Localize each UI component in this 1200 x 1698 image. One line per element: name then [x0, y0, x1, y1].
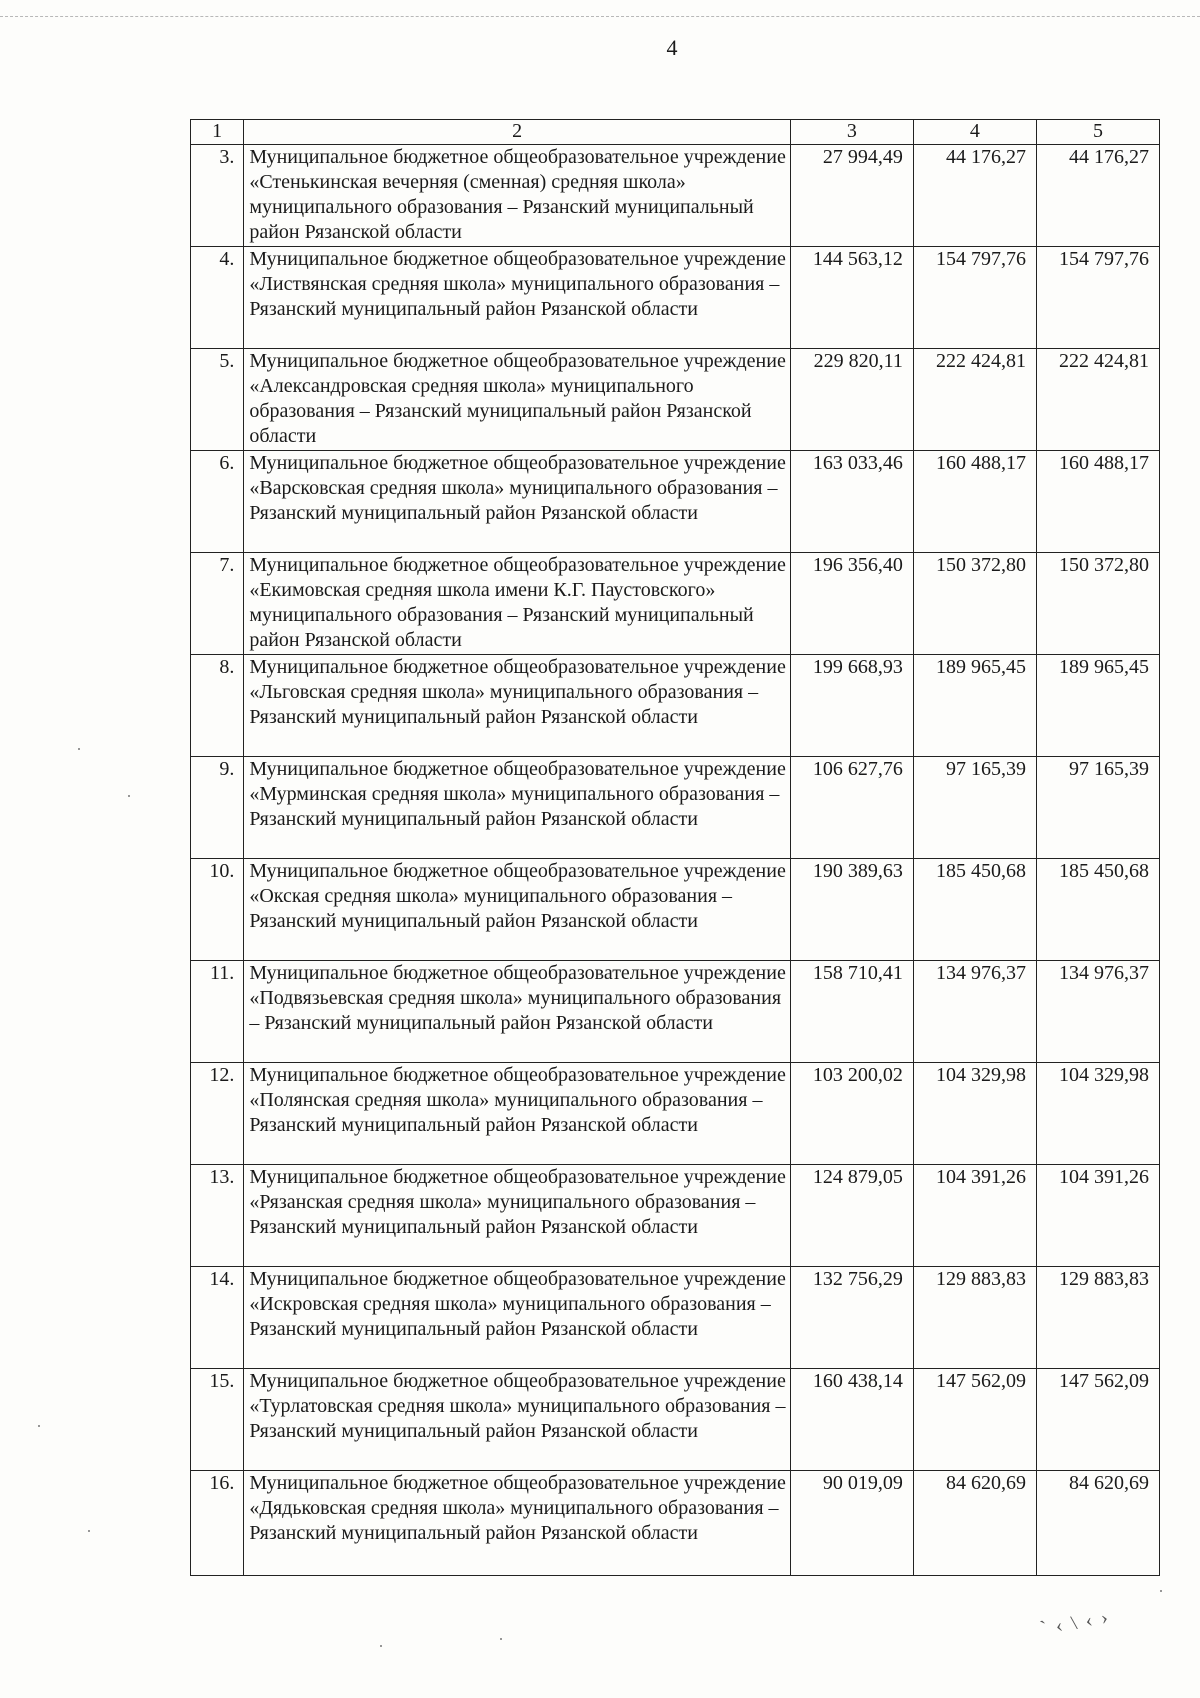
value-col-3: 229 820,11: [790, 349, 913, 451]
value-col-5: 129 883,83: [1036, 1267, 1159, 1369]
row-number: 9.: [191, 757, 244, 859]
table-row: [191, 1267, 1160, 1369]
value-col-4: 134 976,37: [913, 961, 1036, 1063]
row-number: 3.: [191, 145, 244, 247]
value-col-4: 104 329,98: [913, 1063, 1036, 1165]
value-col-5: 84 620,69: [1036, 1471, 1159, 1576]
institution-name: Муниципальное бюджетное общеобразовательное учреждение «Листвянская средняя школа» муниципального образования – Рязанский муниципальный район Рязанской области: [244, 247, 791, 349]
table-row: [191, 1165, 1160, 1267]
row-number: 13.: [191, 1165, 244, 1267]
value-col-4: 154 797,76: [913, 247, 1036, 349]
header-cell-1: 1: [191, 120, 244, 145]
value-col-3: 158 710,41: [790, 961, 913, 1063]
institution-name: Муниципальное бюджетное общеобразовательное учреждение «Льговская средняя школа» муниципального образования – Рязанский муниципальный район Рязанской области: [244, 655, 791, 757]
institution-name: Муниципальное бюджетное общеобразовательное учреждение «Рязанская средняя школа» муниципального образования – Рязанский муниципальный район Рязанской области: [244, 1165, 791, 1267]
header-cell-2: 2: [244, 120, 791, 145]
institution-name: Муниципальное бюджетное общеобразовательное учреждение «Турлатовская средняя школа» муниципального образования – Рязанский муниципальный район Рязанской области: [244, 1369, 791, 1471]
institution-name: Муниципальное бюджетное общеобразовательное учреждение «Екимовская средняя школа имени К.Г. Паустовского» муниципального образования – Рязанский муниципальный район Рязанской области: [244, 553, 791, 655]
table-row: [191, 655, 1160, 757]
table-row: [191, 553, 1160, 655]
institution-name: Муниципальное бюджетное общеобразовательное учреждение «Подвязьевская средняя школа» муниципального образования – Рязанский муниципальный район Рязанской области: [244, 961, 791, 1063]
value-col-5: 44 176,27: [1036, 145, 1159, 247]
institution-name: Муниципальное бюджетное общеобразовательное учреждение «Окская средняя школа» муниципального образования – Рязанский муниципальный район Рязанской области: [244, 859, 791, 961]
page-number: 4: [666, 35, 678, 60]
value-col-3: 190 389,63: [790, 859, 913, 961]
scan-speck: [38, 1425, 40, 1427]
value-col-4: 160 488,17: [913, 451, 1036, 553]
value-col-3: 103 200,02: [790, 1063, 913, 1165]
value-col-4: 84 620,69: [913, 1471, 1036, 1576]
value-col-5: 189 965,45: [1036, 655, 1159, 757]
value-col-3: 163 033,46: [790, 451, 913, 553]
value-col-4: 129 883,83: [913, 1267, 1036, 1369]
value-col-3: 106 627,76: [790, 757, 913, 859]
value-col-3: 124 879,05: [790, 1165, 913, 1267]
data-table: [190, 119, 1160, 1576]
table-row: [191, 247, 1160, 349]
value-col-5: 134 976,37: [1036, 961, 1159, 1063]
row-number: 10.: [191, 859, 244, 961]
row-number: 6.: [191, 451, 244, 553]
institution-name: Муниципальное бюджетное общеобразовательное учреждение «Искровская средняя школа» муниципального образования – Рязанский муниципальный район Рязанской области: [244, 1267, 791, 1369]
row-number: 8.: [191, 655, 244, 757]
table-row: [191, 1369, 1160, 1471]
scan-speck: [78, 748, 80, 750]
scan-speck: [380, 1645, 382, 1647]
value-col-3: 132 756,29: [790, 1267, 913, 1369]
header-cell-4: 4: [913, 120, 1036, 145]
table-row: [191, 1471, 1160, 1576]
scan-speck: [500, 1638, 502, 1640]
table-row: [191, 145, 1160, 247]
value-col-4: 189 965,45: [913, 655, 1036, 757]
table-row: [191, 961, 1160, 1063]
value-col-3: 27 994,49: [790, 145, 913, 247]
value-col-4: 44 176,27: [913, 145, 1036, 247]
row-number: 15.: [191, 1369, 244, 1471]
value-col-5: 154 797,76: [1036, 247, 1159, 349]
value-col-4: 104 391,26: [913, 1165, 1036, 1267]
table-row: [191, 349, 1160, 451]
table-row: [191, 757, 1160, 859]
value-col-5: 185 450,68: [1036, 859, 1159, 961]
row-number: 4.: [191, 247, 244, 349]
table-row: [191, 1063, 1160, 1165]
value-col-5: 104 329,98: [1036, 1063, 1159, 1165]
handwritten-mark: ` ‹ \ ‹ ›: [1038, 1606, 1112, 1640]
institution-name: Муниципальное бюджетное общеобразовательное учреждение «Полянская средняя школа» муниципального образования – Рязанский муниципальный район Рязанской области: [244, 1063, 791, 1165]
header-cell-3: 3: [790, 120, 913, 145]
institution-name: Муниципальное бюджетное общеобразовательное учреждение «Стенькинская вечерняя (сменная) средняя школа» муниципального образования – Рязанский муниципальный район Рязанской области: [244, 145, 791, 247]
scan-speck: [1160, 1590, 1162, 1592]
scan-speck: [88, 1530, 90, 1532]
value-col-3: 199 668,93: [790, 655, 913, 757]
value-col-3: 144 563,12: [790, 247, 913, 349]
row-number: 12.: [191, 1063, 244, 1165]
institution-name: Муниципальное бюджетное общеобразовательное учреждение «Мурминская средняя школа» муниципального образования – Рязанский муниципальный район Рязанской области: [244, 757, 791, 859]
value-col-3: 160 438,14: [790, 1369, 913, 1471]
table-body: [191, 145, 1160, 1576]
value-col-5: 222 424,81: [1036, 349, 1159, 451]
institution-name: Муниципальное бюджетное общеобразовательное учреждение «Варсковская средняя школа» муниципального образования – Рязанский муниципальный район Рязанской области: [244, 451, 791, 553]
scan-speck: [128, 795, 130, 797]
value-col-4: 150 372,80: [913, 553, 1036, 655]
header-cell-5: 5: [1036, 120, 1159, 145]
row-number: 11.: [191, 961, 244, 1063]
value-col-4: 147 562,09: [913, 1369, 1036, 1471]
row-number: 5.: [191, 349, 244, 451]
table-row: [191, 859, 1160, 961]
institution-name: Муниципальное бюджетное общеобразовательное учреждение «Дядьковская средняя школа» муниципального образования – Рязанский муниципальный район Рязанской области: [244, 1471, 791, 1576]
value-col-5: 150 372,80: [1036, 553, 1159, 655]
value-col-5: 160 488,17: [1036, 451, 1159, 553]
institution-name: Муниципальное бюджетное общеобразовательное учреждение «Александровская средняя школа» муниципального образования – Рязанский муниципальный район Рязанской области: [244, 349, 791, 451]
value-col-3: 90 019,09: [790, 1471, 913, 1576]
value-col-5: 104 391,26: [1036, 1165, 1159, 1267]
value-col-5: 97 165,39: [1036, 757, 1159, 859]
value-col-4: 97 165,39: [913, 757, 1036, 859]
value-col-4: 185 450,68: [913, 859, 1036, 961]
scan-edge-line: [0, 16, 1200, 17]
table-header-row: [191, 120, 1160, 145]
row-number: 7.: [191, 553, 244, 655]
value-col-4: 222 424,81: [913, 349, 1036, 451]
value-col-5: 147 562,09: [1036, 1369, 1159, 1471]
row-number: 16.: [191, 1471, 244, 1576]
row-number: 14.: [191, 1267, 244, 1369]
table-row: [191, 451, 1160, 553]
value-col-3: 196 356,40: [790, 553, 913, 655]
